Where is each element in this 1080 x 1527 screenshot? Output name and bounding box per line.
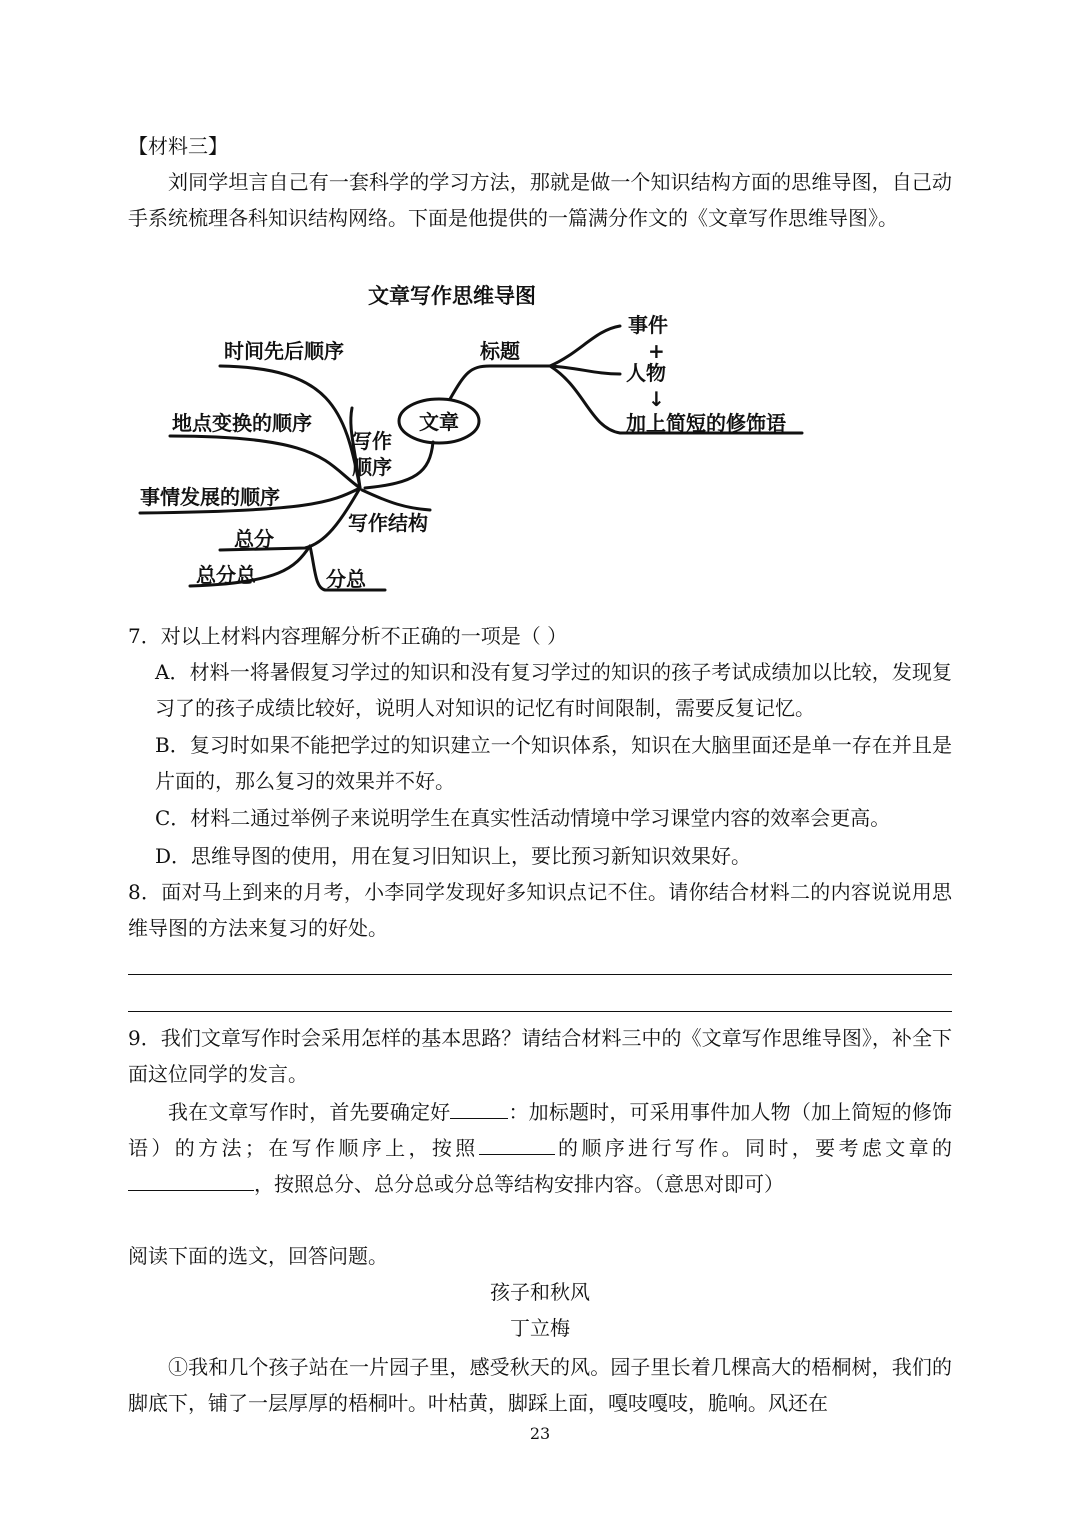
fill-blank-2[interactable]: [479, 1153, 555, 1155]
question-7-option-a: A．材料一将暑假复习学过的知识和没有复习学过的知识的孩子考试成绩加以比较，发现复习了的孩子成绩比较好，说明人对知识的记忆有时间限制，需要反复记忆。: [155, 660, 952, 720]
mindmap-title-branch: [450, 366, 550, 399]
answer-line[interactable]: [128, 974, 952, 975]
mindmap-event-branch: [550, 326, 620, 366]
mindmap-event-order-label: 事情发展的顺序: [140, 485, 280, 509]
mindmap-title-branch-label: 标题: [480, 339, 520, 363]
page-number: 23: [529, 1424, 551, 1443]
mindmap-arrow-label: ↓: [648, 387, 665, 411]
question-8-stem: 8．面对马上到来的月考，小李同学发现好多知识点记不住。请你结合材料二的内容说说用思维导图的方法来复习的好处。: [128, 880, 952, 940]
mindmap-structure-label-branch: [362, 490, 430, 510]
reading-author: 丁立梅: [510, 1316, 570, 1340]
mindmap-figure: [130, 278, 820, 608]
mindmap-event-label: 事件: [628, 313, 668, 337]
mindmap-zongfenzong-label: 总分总: [196, 563, 256, 587]
question-9-stem: 9．我们文章写作时会采用怎样的基本思路？请结合材料三中的《文章写作思维导图》，补全下面这位同学的发言。: [128, 1026, 952, 1086]
passage-segment: 的顺序进行写作。同时，要考虑文章的: [554, 1136, 952, 1160]
question-7-stem: 7．对以上材料内容理解分析不正确的一项是（ ）: [128, 624, 568, 648]
mindmap-zongfen-label: 总分: [234, 527, 274, 551]
mindmap-writing-order-line2: 顺序: [352, 455, 392, 479]
reading-title: 孩子和秋风: [490, 1280, 590, 1304]
passage-segment: ，按照总分、总分总或分总等结构安排内容。（意思对即可）: [254, 1172, 784, 1196]
mindmap-center-label: 文章: [419, 410, 459, 434]
material-paragraph: 刘同学坦言自己有一套科学的学习方法，那就是做一个知识结构方面的思维导图，自己动手系统梳理各科知识结构网络。下面是他提供的一篇满分作文的《文章写作思维导图》。: [128, 170, 952, 230]
fill-blank-3[interactable]: [128, 1189, 254, 1191]
mindmap-structure-label: 写作结构: [348, 511, 428, 535]
question-7-option-d: D．思维导图的使用，用在复习旧知识上，要比预习新知识效果好。: [155, 844, 752, 868]
mindmap-place-order-label: 地点变换的顺序: [172, 411, 312, 435]
passage-segment: 我在文章写作时，首先要确定好: [168, 1100, 451, 1124]
fill-blank-1[interactable]: [450, 1117, 508, 1119]
mindmap-fenzong-label: 分总: [326, 567, 366, 591]
question-7-option-b: B．复习时如果不能把学过的知识建立一个知识体系，知识在大脑里面还是单一存在并且是片面的，那么复习的效果并不好。: [155, 733, 952, 793]
question-7-option-c: C．材料二通过举例子来说明学生在真实性活动情境中学习课堂内容的效率会更高。: [155, 806, 891, 830]
material-heading: 【材料三】: [128, 134, 228, 158]
mindmap-title: 文章写作思维导图: [368, 284, 536, 308]
passage-segment: ：加标题时，可采用事件加人物（加上简短的修饰语）的方法；在写作顺序上，按照: [128, 1100, 953, 1160]
mindmap-person-label: 人物: [626, 361, 666, 385]
mindmap-modifier-label: 加上简短的修饰语: [626, 411, 786, 435]
reading-paragraph-1: ①我和几个孩子站在一片园子里，感受秋天的风。园子里长着几棵高大的梧桐树，我们的脚底下，铺了一层厚厚的梧桐叶。叶枯黄，脚踩上面，嘎吱嘎吱，脆响。风还在: [128, 1355, 952, 1415]
mindmap-plus-label: +: [648, 339, 665, 363]
mindmap-time-order-label: 时间先后顺序: [224, 339, 344, 363]
question-9-passage: [128, 1094, 952, 1202]
mindmap-place-order-branch: [170, 436, 360, 488]
answer-line[interactable]: [128, 1011, 952, 1012]
reading-intro: 阅读下面的选文，回答问题。: [128, 1244, 388, 1268]
mindmap-writing-order-line1: 写作: [352, 429, 392, 453]
